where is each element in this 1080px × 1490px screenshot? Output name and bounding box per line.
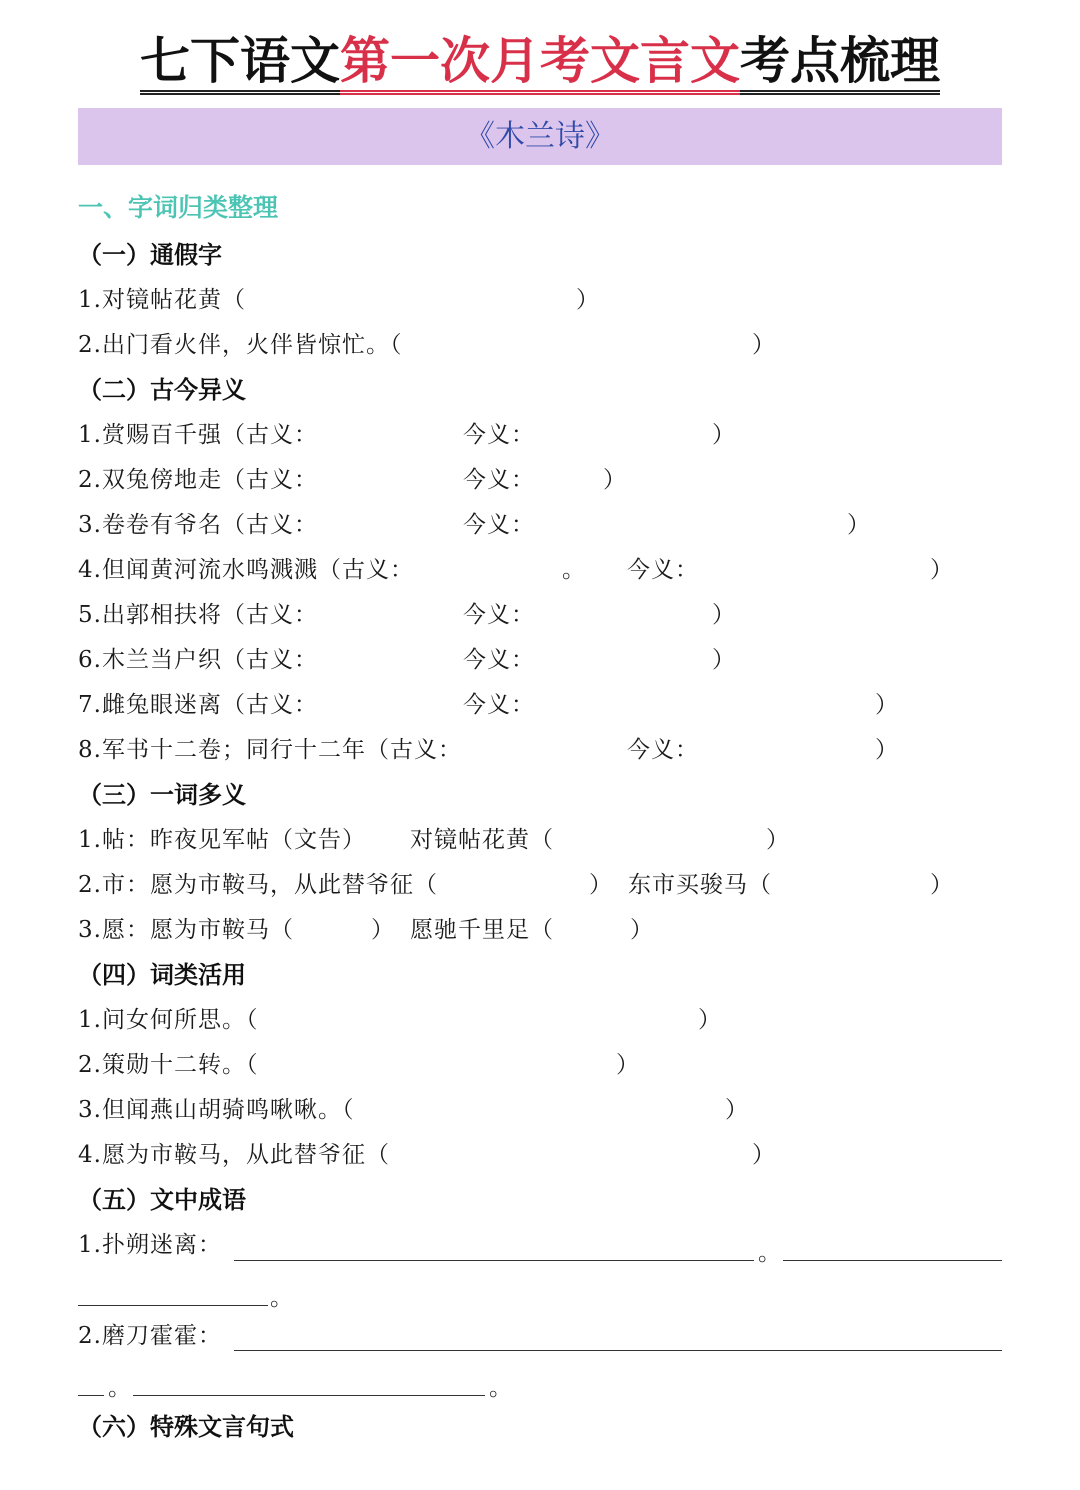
gujin-item (0, 550, 1080, 590)
item-text: 1.帖：昨夜见军帖（文告） (78, 827, 366, 853)
period-mark: 。 (489, 1375, 512, 1401)
close-paren: ） (589, 872, 613, 898)
section-heading: 一、字词归类整理 (78, 193, 279, 222)
period-mark: 。 (270, 1285, 293, 1311)
item-text: 5.出郭相扶将（古义： (78, 602, 318, 628)
item-text: 6.木兰当户织（古义： (78, 647, 318, 673)
page-title (0, 28, 1080, 94)
duoyi-item (0, 820, 1080, 860)
jin-label: 今义： (463, 692, 535, 718)
item-text: 4.但闻黄河流水鸣溅溅（古义： (78, 557, 414, 583)
item-text: 7.雌兔眼迷离（古义： (78, 692, 318, 718)
close-paren: ） (725, 1097, 749, 1123)
subheading-cileihuoyong: （四）词类活用 (78, 961, 246, 989)
jin-label: 今义： (463, 602, 535, 628)
title-part-1: 七下语文 (140, 32, 340, 95)
close-paren: ） (712, 602, 736, 628)
lesson-banner: 《木兰诗》 (78, 108, 1002, 165)
item-text: 2.市：愿为市鞍马，从此替爷征（ (78, 872, 438, 898)
answer-line[interactable] (78, 1395, 104, 1396)
tongjia-item (0, 280, 1080, 320)
jin-label: 今义： (463, 422, 535, 448)
close-paren: ） (875, 692, 899, 718)
close-paren: ） (752, 332, 776, 358)
period-mark: 。 (562, 557, 586, 583)
title-part-3: 考点梳理 (740, 32, 940, 95)
jin-label: 今义： (627, 557, 699, 583)
close-paren: ） (930, 872, 954, 898)
item-text-b: 愿驰千里足（ (410, 917, 554, 943)
close-paren: ） (576, 287, 600, 313)
answer-line[interactable] (78, 1305, 268, 1306)
period-mark: 。 (758, 1240, 781, 1266)
item-text: 3.卷卷有爷名（古义： (78, 512, 318, 538)
item-text: 1.赏赐百千强（古义： (78, 422, 318, 448)
item-text: 2.双兔傍地走（古义： (78, 467, 318, 493)
gujin-item (0, 595, 1080, 635)
item-text: 1.扑朔迷离： (78, 1232, 222, 1258)
item-text: 2.磨刀霍霍： (78, 1323, 222, 1349)
close-paren: ） (616, 1052, 640, 1078)
close-paren: ） (630, 917, 654, 943)
close-paren: ） (712, 647, 736, 673)
jin-label: 今义： (463, 647, 535, 673)
item-text: 3.愿：愿为市鞍马（ (78, 917, 294, 943)
subheading-yiciduoyi: （三）一词多义 (78, 781, 246, 809)
huoyong-item (0, 1135, 1080, 1175)
period-mark: 。 (108, 1375, 131, 1401)
item-text: 1.对镜帖花黄（ (78, 287, 246, 313)
huoyong-item (0, 1090, 1080, 1130)
duoyi-item (0, 865, 1080, 905)
item-text-b: 对镜帖花黄（ (410, 827, 554, 853)
subheading-teshujushi: （六）特殊文言句式 (78, 1413, 294, 1441)
close-paren: ） (930, 557, 954, 583)
chengyu-item (0, 1225, 1080, 1265)
jin-label: 今义： (463, 467, 535, 493)
item-text: 4.愿为市鞍马，从此替爷征（ (78, 1142, 390, 1168)
item-text: 2.出门看火伴，火伴皆惊忙。（ (78, 332, 403, 358)
gujin-item (0, 640, 1080, 680)
close-paren: ） (712, 422, 736, 448)
duoyi-item (0, 910, 1080, 950)
gujin-item (0, 730, 1080, 770)
subheading-tongjiazi: （一）通假字 (78, 241, 222, 269)
close-paren: ） (847, 512, 871, 538)
answer-line[interactable] (234, 1260, 754, 1261)
title-part-2: 第一次月考文言文 (340, 32, 740, 95)
subheading-gujinyiyi: （二）古今异义 (78, 376, 246, 404)
close-paren: ） (371, 917, 395, 943)
gujin-item (0, 505, 1080, 545)
close-paren: ） (766, 827, 790, 853)
close-paren: ） (875, 737, 899, 763)
gujin-item (0, 685, 1080, 725)
gujin-item (0, 460, 1080, 500)
huoyong-item (0, 1000, 1080, 1040)
huoyong-item (0, 1045, 1080, 1085)
item-text: 3.但闻燕山胡骑鸣啾啾。（ (78, 1097, 355, 1123)
close-paren: ） (603, 467, 627, 493)
item-text-b: 东市买骏马（ (628, 872, 772, 898)
close-paren: ） (698, 1007, 722, 1033)
jin-label: 今义： (463, 512, 535, 538)
subheading-chengyu: （五）文中成语 (78, 1186, 246, 1214)
jin-label: 今义： (627, 737, 699, 763)
answer-line[interactable] (234, 1350, 1002, 1351)
tongjia-item (0, 325, 1080, 365)
item-text: 8.军书十二卷；同行十二年（古义： (78, 737, 462, 763)
close-paren: ） (752, 1142, 776, 1168)
gujin-item (0, 415, 1080, 455)
answer-line[interactable] (133, 1395, 485, 1396)
item-text: 2.策勋十二转。（ (78, 1052, 259, 1078)
item-text: 1.问女何所思。（ (78, 1007, 259, 1033)
answer-line[interactable] (783, 1260, 1002, 1261)
